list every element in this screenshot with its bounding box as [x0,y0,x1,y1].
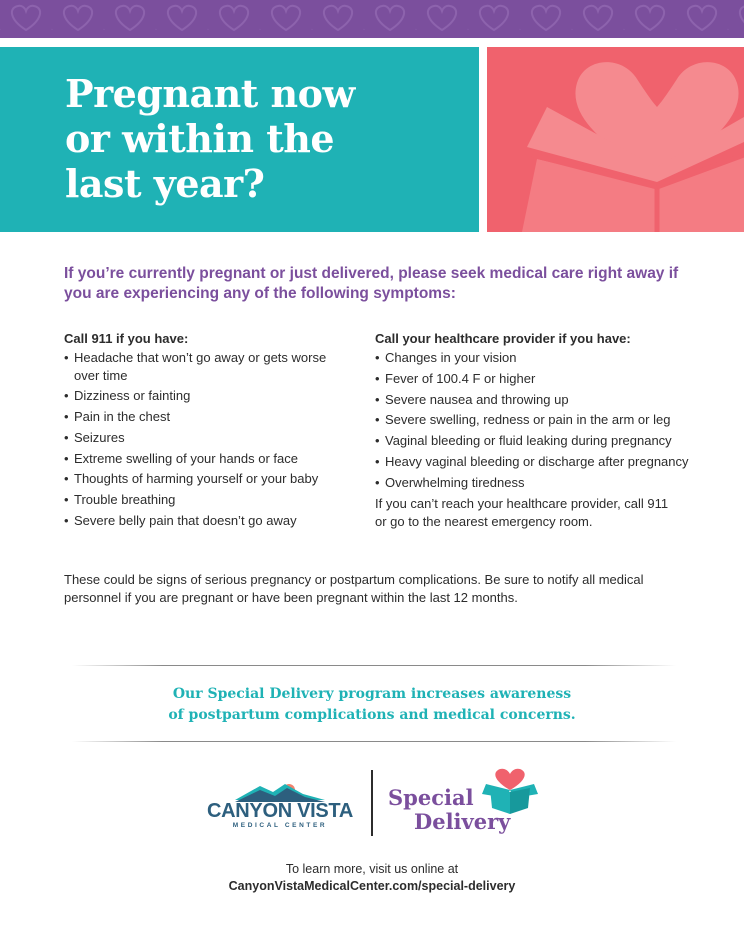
special-delivery-line-1: Special [388,785,474,810]
page-title [65,71,355,206]
summary-text: These could be signs of serious pregnancy or postpartum complications. Be sure to notify all medical personnel if you are pregnant or have been pregnant within the last 12 months. [64,572,644,605]
website-link[interactable]: CanyonVistaMedicalCenter.com/special-delivery [228,879,516,893]
canyon-vista-logo [205,778,355,830]
heart-pattern-icon [0,0,744,38]
list-item: • Seizures [64,429,354,447]
canyon-vista-name: CANYON VISTA [206,800,354,822]
title-line-1: Pregnant now [65,71,355,116]
list-item: • Vaginal bleeding or fluid leaking during pregnancy [375,432,705,450]
canyon-vista-subtitle: MEDICAL CENTER [232,822,328,829]
list-item: • Fever of 100.4 F or higher [375,370,705,388]
heart-box-art [487,47,744,232]
heart-box-icon [482,768,538,814]
logo-divider [371,770,373,836]
list-item: • Pain in the chest [64,408,354,426]
divider-bottom [72,741,676,742]
list-item: • Extreme swelling of your hands or face [64,450,354,468]
list-item: • Severe belly pain that doesn’t go away [64,512,354,530]
list-item: • Thoughts of harming yourself or your baby [64,470,354,488]
provider-note: If you can’t reach your healthcare provider, call 911 or go to the nearest emergency room. [375,495,669,529]
divider-top [72,665,676,666]
list-item: • Headache that won’t go away or gets worse over time [64,349,354,384]
list-item: • Heavy vaginal bleeding or discharge after pregnancy [375,453,705,471]
call-provider-list [375,349,705,491]
special-delivery-logo [388,768,548,840]
special-delivery-line-2: Delivery [414,809,511,834]
list-item: • Changes in your vision [375,349,705,367]
call-911-column [64,330,354,533]
list-item: • Overwhelming tiredness [375,474,705,492]
call-provider-heading: Call your healthcare provider if you have: [375,331,631,346]
call-911-heading: Call 911 if you have: [64,331,189,346]
heart-box-icon [487,47,744,232]
program-statement [0,684,744,726]
learn-more-text: To learn more, visit us online at [285,862,459,876]
intro-text: If you’re currently pregnant or just delivered, please seek medical care right away if you are experiencing any of the following symptoms: [64,265,679,302]
title-line-3: last year? [65,161,265,206]
title-line-2: or within the [65,116,335,161]
mountain-sun-icon [235,778,325,802]
top-pattern-band [0,0,744,38]
call-provider-column [375,330,705,531]
list-item: • Trouble breathing [64,491,354,509]
list-item: • Severe swelling, redness or pain in the arm or leg [375,411,705,429]
call-911-list [64,349,354,530]
program-line-1: Our Special Delivery program increases awareness [172,686,572,702]
title-panel [0,47,479,232]
list-item: • Dizziness or fainting [64,387,354,405]
learn-more [0,861,744,895]
list-item: • Severe nausea and throwing up [375,391,705,409]
program-line-2: of postpartum complications and medical concerns. [168,707,576,723]
